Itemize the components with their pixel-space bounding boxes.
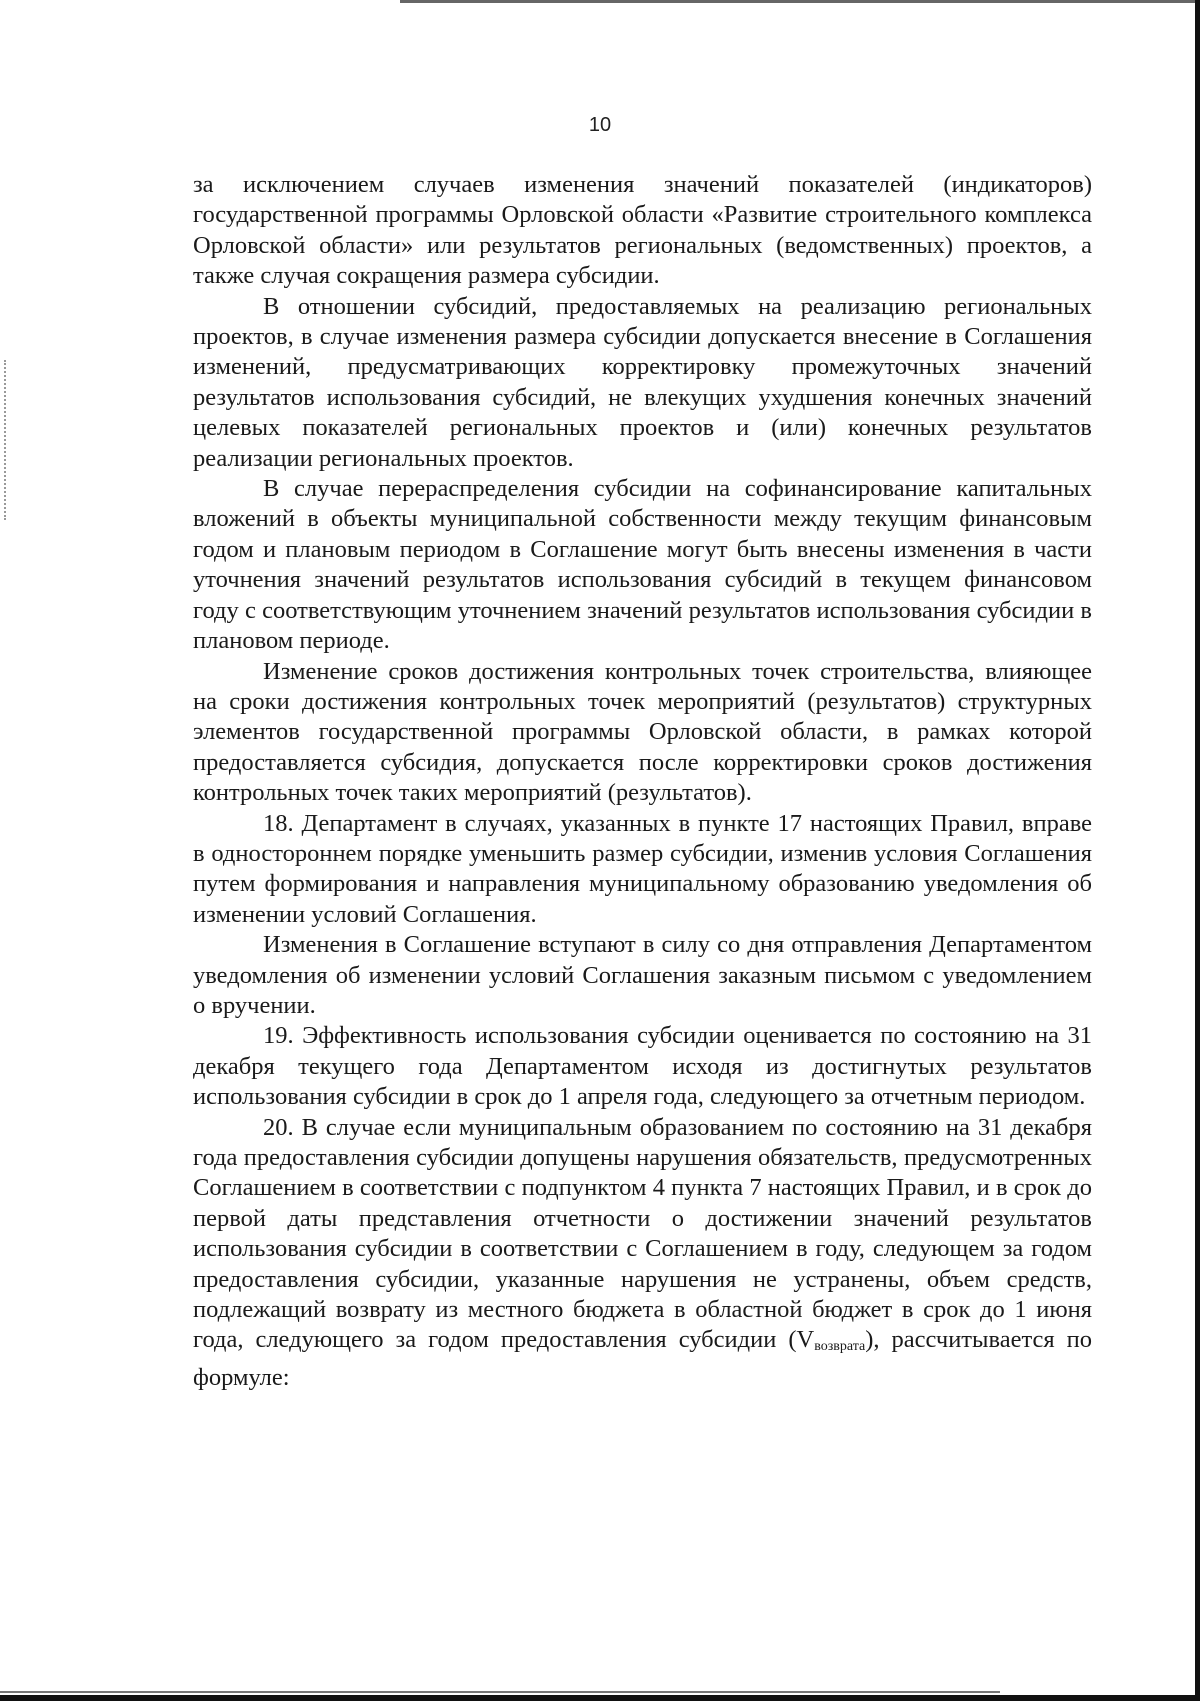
page-number: 10: [588, 114, 612, 136]
v-return-subscript: возврата: [814, 1339, 866, 1355]
paragraph-amendments: Изменения в Соглашение вступают в силу со дня отправления Департаментом уведомления об изменении условий Соглашения заказным письмом с уведомлением о вручении.: [193, 931, 1092, 1019]
paragraph-control-points: Изменение сроков достижения контрольных точек строительства, влияющее на сроки достижения контрольных точек мероприятий (результатов) структурных элементов государственной программы Орловской области, в рамках которой предоставляется субсидия, допускается после корректировки сроков достижения контрольных точек таких мероприятий (результатов).: [193, 657, 1092, 807]
paragraph-item-18: 18. Департамент в случаях, указанных в пункте 17 настоящих Правил, вправе в одностороннем порядке уменьшить размер субсидии, изменив условия Соглашения путем формирования и направления муниципальному образованию уведомления об изменении условий Соглашения.: [193, 809, 1092, 928]
scan-edge-top: [400, 0, 1200, 3]
paragraph-regional-projects: В отношении субсидий, предоставляемых на реализацию региональных проектов, в случае изменения размера субсидии допускается внесение в Соглашения изменений, предусматривающих корректировку промежуточных значений результатов использования субсидий, не влекущих ухудшения конечных значений целевых показателей региональных проектов и (или) конечных результатов реализации региональных проектов.: [193, 292, 1092, 472]
scan-binding-marks: [4, 360, 8, 520]
scan-edge-bottom-line: [0, 1691, 1000, 1693]
document-body: [193, 170, 1092, 1393]
paragraph-item-19: 19. Эффективность использования субсидии оценивается по состоянию на 31 декабря текущего года Департаментом исходя из достигнутых результатов использования субсидии в срок до 1 апреля года, следующего за отчетным периодом.: [193, 1022, 1092, 1111]
paragraph-redistribution: В случае перераспределения субсидии на софинансирование капитальных вложений в объекты муниципальной собственности между текущим финансовым годом и плановым периодом в Соглашение могут быть внесены изменения в части уточнения значений результатов использования субсидий в текущем финансовом году с соответствующим уточнением значений результатов использования субсидии в плановом периоде.: [193, 475, 1092, 655]
paragraph-item-20: [193, 1113, 1092, 1394]
item-20-text-end: ), рассчитывается по формуле:: [193, 1326, 1092, 1391]
item-20-text: 20. В случае если муниципальным образованием по состоянию на 31 декабря года предоставления субсидии допущены нарушения обязательств, предусмотренных Соглашением в соответствии с подпунктом 4 пункта 7 настоящих Правил, и в срок до первой даты представления отчетности о достижении значений результатов использования субсидии в соответствии с Соглашением в году, следующем за годом предоставления субсидии, указанные нарушения не устранены, объем средств, подлежащий возврату из местного бюджета в областной бюджет в срок до 1 июня года, следующего за годом предоставления субсидии (V: [193, 1113, 1092, 1354]
paragraph-continuation: за исключением случаев изменения значений показателей (индикаторов) государственной программы Орловской области «Развитие строительного комплекса Орловской области» или результатов региональных (ведомственных) проектов, а также случая сокращения размера субсидии.: [193, 171, 1092, 290]
scan-edge-right: [1195, 0, 1200, 1701]
scan-edge-bottom: [0, 1695, 1200, 1701]
